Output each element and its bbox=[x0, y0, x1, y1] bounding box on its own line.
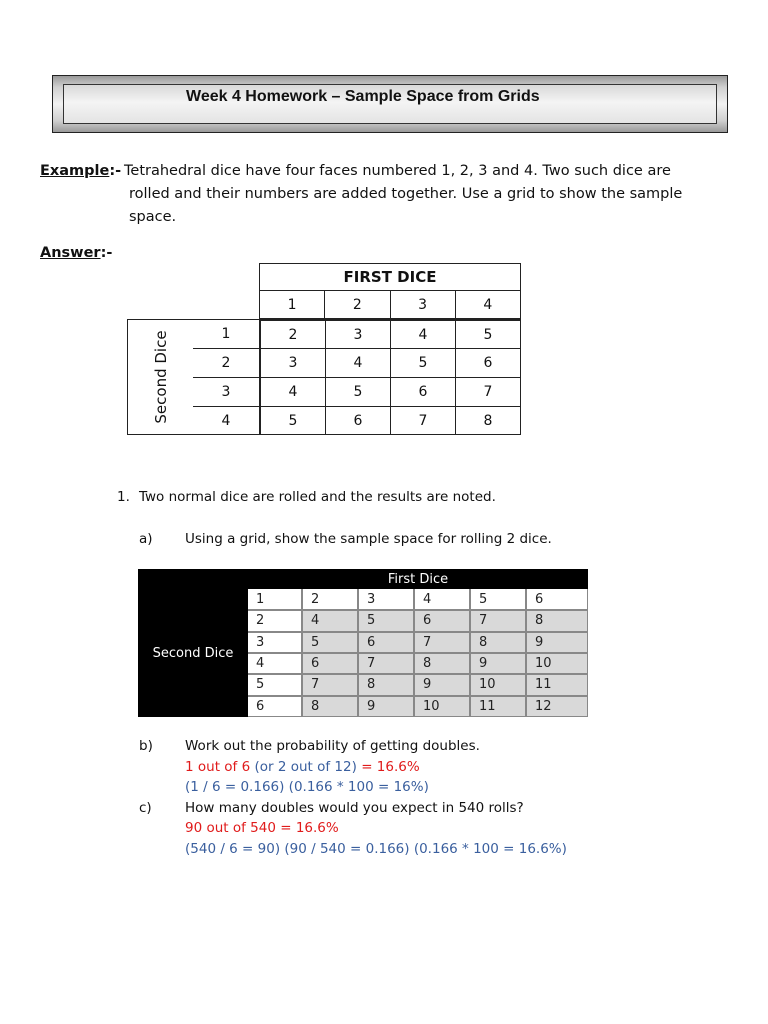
example-grid-row bbox=[193, 406, 521, 435]
example-column-headers bbox=[259, 291, 521, 319]
q1-grid-cell: 3 bbox=[358, 589, 414, 610]
example-grid-cell: 6 bbox=[326, 406, 391, 435]
answer-heading bbox=[40, 242, 112, 265]
q1-grid-cell: 9 bbox=[470, 653, 526, 674]
q1-grid-cell: 4 bbox=[248, 653, 302, 674]
example-grid-cell: 6 bbox=[391, 377, 456, 406]
q1-number: 1. bbox=[117, 489, 130, 505]
example-grid-cell: 5 bbox=[391, 348, 456, 377]
example-row-label: 3 bbox=[193, 377, 259, 406]
q1-first-dice-header: First Dice bbox=[387, 571, 449, 587]
q1a-text: Using a grid, show the sample space for rolling 2 dice. bbox=[185, 531, 552, 547]
example-sep: :- bbox=[109, 163, 122, 179]
example-second-dice-cell bbox=[127, 319, 193, 435]
q1-grid-cell: 11 bbox=[526, 674, 588, 695]
q1-grid-cell: 7 bbox=[470, 610, 526, 631]
example-column-header: 2 bbox=[325, 291, 390, 319]
q1-text: Two normal dice are rolled and the results are noted. bbox=[139, 489, 496, 505]
q1b-answer-red: 1 out of 6 bbox=[185, 759, 251, 775]
q1-grid-cell: 11 bbox=[470, 696, 526, 717]
example-column-header: 1 bbox=[259, 291, 325, 319]
example-second-dice-label: Second Dice bbox=[151, 330, 170, 424]
q1-grid-cell: 5 bbox=[358, 610, 414, 631]
q1-grid-cell: 10 bbox=[414, 696, 470, 717]
q1-grid-cell: 7 bbox=[302, 674, 358, 695]
q1b-answer-blue: (or 2 out of 12) bbox=[254, 759, 357, 775]
example-grid-cell: 5 bbox=[456, 319, 521, 348]
q1-grid-cell: 10 bbox=[526, 653, 588, 674]
q1-grid-cell: 6 bbox=[526, 589, 588, 610]
example-grid-cell: 3 bbox=[259, 348, 326, 377]
example-grid-cell: 5 bbox=[259, 406, 326, 435]
example-label: Example bbox=[40, 163, 110, 179]
example-column-header: 4 bbox=[456, 291, 521, 319]
q1-grid-cell: 5 bbox=[248, 674, 302, 695]
q1b-working: (1 / 6 = 0.166) (0.166 * 100 = 16%) bbox=[185, 779, 429, 795]
q1c-text: How many doubles would you expect in 540 rolls? bbox=[185, 800, 524, 816]
q1b-label: b) bbox=[139, 738, 153, 754]
example-grid-row bbox=[193, 348, 521, 377]
example-row-label: 4 bbox=[193, 406, 259, 435]
q1-second-dice-header: Second Dice bbox=[152, 645, 234, 661]
q1-grid-cell: 6 bbox=[358, 632, 414, 653]
example-grid-cell: 7 bbox=[456, 377, 521, 406]
q1b-answer bbox=[185, 759, 420, 775]
q1-grid-cell: 12 bbox=[526, 696, 588, 717]
example-grid-cell: 4 bbox=[326, 348, 391, 377]
q1-grid-cell: 6 bbox=[414, 610, 470, 631]
page-title: Week 4 Homework – Sample Space from Grids bbox=[186, 88, 540, 105]
q1-grid-body bbox=[248, 589, 588, 717]
example-grid-cell: 4 bbox=[259, 377, 326, 406]
q1-grid bbox=[138, 569, 588, 717]
q1-grid-cell: 9 bbox=[526, 632, 588, 653]
q1-grid-cell: 8 bbox=[358, 674, 414, 695]
q1-grid-cell: 8 bbox=[526, 610, 588, 631]
example-grid-body bbox=[193, 319, 521, 435]
q1b-text: Work out the probability of getting doubles. bbox=[185, 738, 480, 754]
example-grid-cell: 8 bbox=[456, 406, 521, 435]
q1-grid-cell: 4 bbox=[414, 589, 470, 610]
q1-grid-cell: 9 bbox=[358, 696, 414, 717]
q1-grid-cell: 8 bbox=[470, 632, 526, 653]
example-line-1 bbox=[40, 160, 121, 183]
q1a-label: a) bbox=[139, 531, 153, 547]
q1-grid-cell: 2 bbox=[302, 589, 358, 610]
example-grid-cell: 4 bbox=[391, 319, 456, 348]
q1-grid-cell: 9 bbox=[414, 674, 470, 695]
q1-grid-cell: 8 bbox=[302, 696, 358, 717]
example-grid-cell: 5 bbox=[326, 377, 391, 406]
example-grid-row bbox=[193, 377, 521, 406]
q1-grid-cell: 3 bbox=[248, 632, 302, 653]
example-text-2: rolled and their numbers are added together. Use a grid to show the sample bbox=[129, 186, 683, 202]
example-grid-cell: 6 bbox=[456, 348, 521, 377]
q1-grid-cell: 8 bbox=[414, 653, 470, 674]
q1-grid-cell: 1 bbox=[248, 589, 302, 610]
example-row-label: 1 bbox=[193, 319, 259, 348]
example-row-label: 2 bbox=[193, 348, 259, 377]
q1c-answer: 90 out of 540 = 16.6% bbox=[185, 820, 339, 836]
example-grid-cell: 7 bbox=[391, 406, 456, 435]
example-text-1: Tetrahedral dice have four faces numbered 1, 2, 3 and 4. Two such dice are bbox=[124, 163, 671, 179]
answer-sep: :- bbox=[100, 245, 113, 261]
q1-grid-cell: 6 bbox=[248, 696, 302, 717]
q1c-label: c) bbox=[139, 800, 152, 816]
example-first-dice-header: FIRST DICE bbox=[259, 263, 521, 291]
q1-grid-cell: 7 bbox=[358, 653, 414, 674]
q1-grid-cell: 6 bbox=[302, 653, 358, 674]
q1-grid-cell: 10 bbox=[470, 674, 526, 695]
q1-grid-cell: 5 bbox=[302, 632, 358, 653]
q1-grid-cell: 2 bbox=[248, 610, 302, 631]
q1-grid-cell: 7 bbox=[414, 632, 470, 653]
example-grid-cell: 3 bbox=[326, 319, 391, 348]
example-grid-row bbox=[193, 319, 521, 348]
title-banner bbox=[52, 75, 728, 133]
answer-label: Answer bbox=[40, 245, 101, 261]
q1-grid-cell: 4 bbox=[302, 610, 358, 631]
q1b-answer-percent: = 16.6% bbox=[361, 759, 420, 775]
q1-grid-cell: 5 bbox=[470, 589, 526, 610]
example-text-3: space. bbox=[129, 209, 177, 225]
q1c-working: (540 / 6 = 90) (90 / 540 = 0.166) (0.166 * 100 = 16.6%) bbox=[185, 841, 567, 857]
example-grid-cell: 2 bbox=[259, 319, 326, 348]
example-column-header: 3 bbox=[391, 291, 456, 319]
